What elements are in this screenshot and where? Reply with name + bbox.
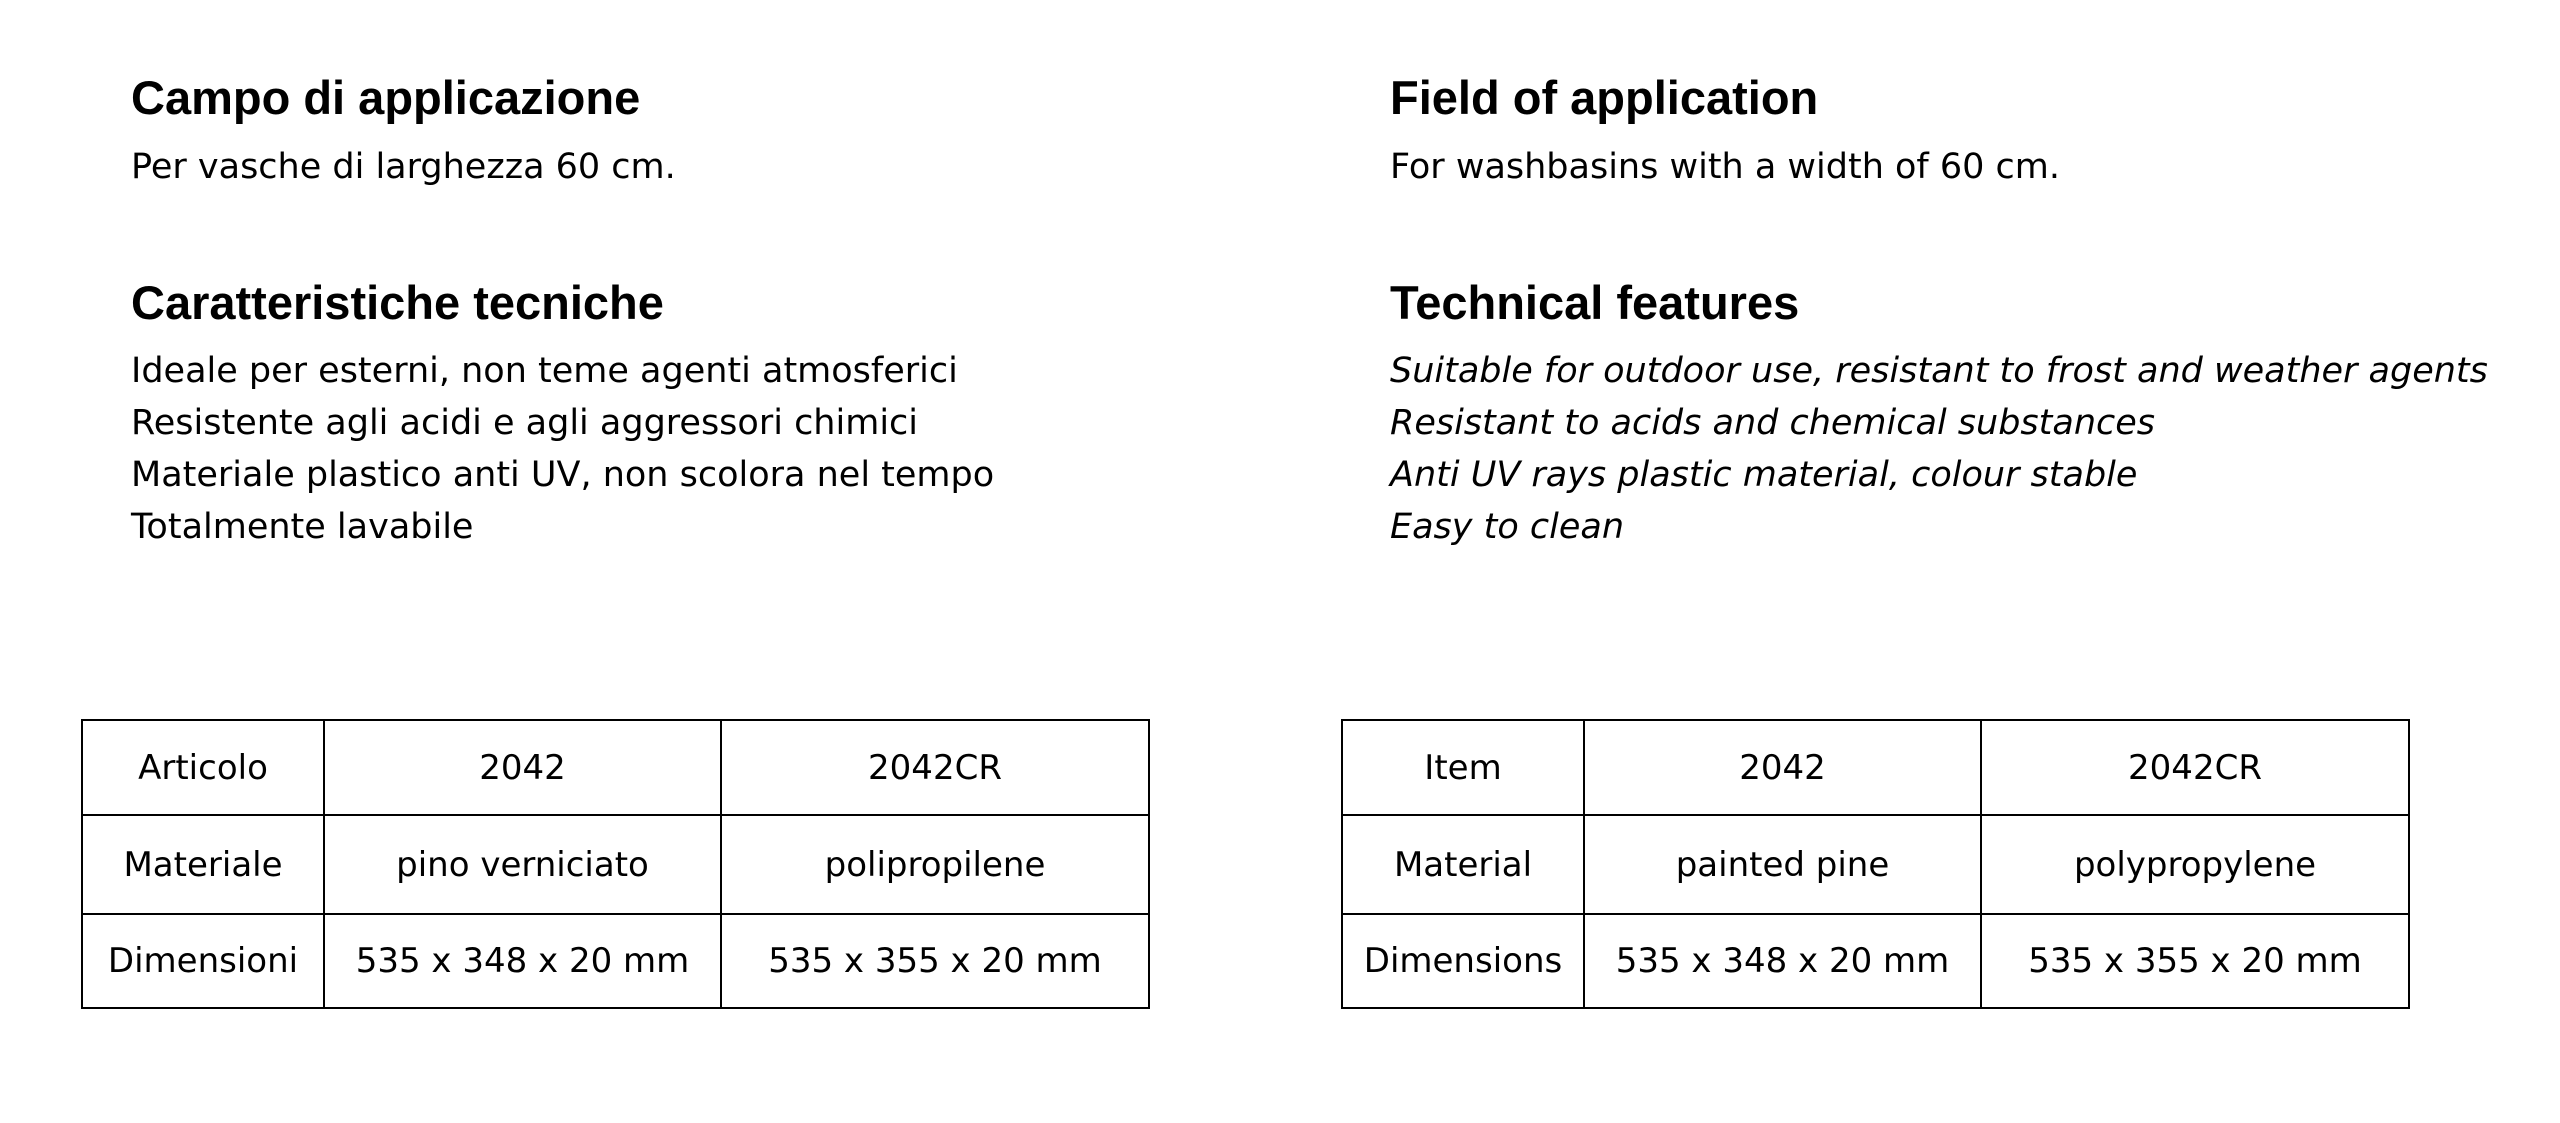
application-text: For washbasins with a width of 60 cm. [1390, 147, 2061, 187]
table-row [1342, 914, 2409, 1008]
feature-item: Resistant to acids and chemical substances [1390, 403, 2156, 443]
table-cell: Material [1342, 815, 1584, 914]
table-row [1342, 815, 2409, 914]
table-header-row [1342, 720, 2409, 815]
table-cell: 2042CR [1981, 720, 2409, 815]
table-cell: 2042CR [721, 720, 1149, 815]
features-heading: Technical features [1390, 276, 1800, 329]
table-cell: 2042 [324, 720, 721, 815]
english-spec-table [1341, 719, 2410, 1009]
table-cell: 535 x 348 x 20 mm [1584, 914, 1981, 1008]
application-heading: Campo di applicazione [131, 71, 641, 124]
table-cell: painted pine [1584, 815, 1981, 914]
table-row [82, 815, 1149, 914]
feature-item: Ideale per esterni, non teme agenti atmosferici [131, 351, 958, 391]
table-cell: Dimensions [1342, 914, 1584, 1008]
application-heading: Field of application [1390, 71, 1819, 124]
table-cell: polypropylene [1981, 815, 2409, 914]
table-cell: Dimensioni [82, 914, 324, 1008]
table-cell: 535 x 355 x 20 mm [721, 914, 1149, 1008]
feature-item: Materiale plastico anti UV, non scolora nel tempo [131, 455, 995, 495]
table-cell: 535 x 355 x 20 mm [1981, 914, 2409, 1008]
table-cell: 535 x 348 x 20 mm [324, 914, 721, 1008]
italian-spec-table [81, 719, 1150, 1009]
feature-item: Suitable for outdoor use, resistant to frost and weather agents [1390, 351, 2488, 391]
table-cell: Item [1342, 720, 1584, 815]
feature-item: Anti UV rays plastic material, colour stable [1390, 455, 2138, 495]
feature-item: Totalmente lavabile [131, 507, 474, 547]
table-cell: Materiale [82, 815, 324, 914]
table-cell: polipropilene [721, 815, 1149, 914]
features-heading: Caratteristiche tecniche [131, 276, 664, 329]
table-cell: 2042 [1584, 720, 1981, 815]
table-header-row [82, 720, 1149, 815]
table-row [82, 914, 1149, 1008]
table-cell: pino verniciato [324, 815, 721, 914]
table-cell: Articolo [82, 720, 324, 815]
feature-item: Easy to clean [1390, 507, 1625, 547]
application-text: Per vasche di larghezza 60 cm. [131, 147, 676, 187]
feature-item: Resistente agli acidi e agli aggressori chimici [131, 403, 919, 443]
